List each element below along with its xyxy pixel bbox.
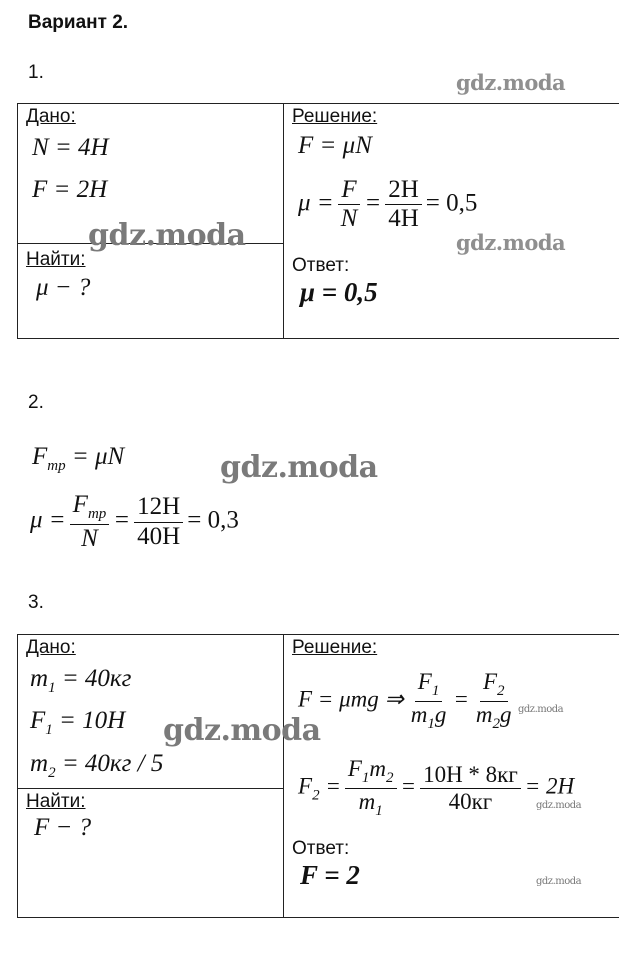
given-line: N = 4H — [32, 134, 109, 161]
find-value: μ − ? — [36, 274, 91, 301]
find-label: Найти: — [26, 249, 86, 270]
denominator: $m_2g$ — [475, 701, 512, 732]
numerator: F — [338, 177, 359, 205]
answer-label: Ответ: — [292, 255, 350, 276]
numerator: $F_{тр}$ — [70, 492, 110, 525]
solution-label: Решение: — [292, 637, 378, 658]
watermark: gdz.moda — [88, 218, 246, 253]
watermark: gdz.moda — [518, 704, 564, 715]
watermark: gdz.moda — [220, 450, 378, 485]
numerator: 12H — [134, 494, 183, 522]
denominator: $m_1g$ — [410, 701, 447, 732]
watermark: gdz.moda — [536, 800, 582, 811]
answer-label: Ответ: — [292, 838, 350, 859]
calculation: μ = $\frac{F_{тр}}{N}$ = $\frac{12H}{40H}$ = 0,3 — [30, 491, 239, 552]
watermark: gdz.moda — [163, 713, 321, 748]
numerator: 2H — [385, 177, 422, 205]
watermark: gdz.moda — [456, 230, 566, 255]
denominator: N — [81, 524, 98, 552]
formula: F = μmg ⇒ $\frac{F_1}{m_1g}$ = $\frac{F_2}{m_2g}$ — [298, 670, 519, 733]
problem-1-number: 1. — [28, 62, 44, 83]
formula: F = μN — [298, 132, 372, 159]
calc-result: = 0,3 — [187, 506, 239, 534]
denominator: $m_1$ — [358, 788, 383, 819]
denominator: N — [340, 205, 358, 233]
given-line: F = 2H — [32, 176, 108, 203]
answer-value: μ = 0,5 — [300, 277, 378, 307]
watermark: gdz.moda — [456, 70, 566, 95]
equals: = — [364, 189, 382, 217]
numerator: $F_2$ — [480, 670, 508, 702]
denominator: 40H — [137, 522, 181, 550]
solution-label: Решение: — [292, 106, 378, 127]
calc-result: = 0,5 — [425, 189, 478, 217]
numerator: $F_1$ — [415, 670, 443, 702]
denominator: 4H — [388, 205, 419, 233]
watermark: gdz.moda — [536, 876, 582, 887]
calc-result: = 2H — [524, 773, 575, 799]
given-label: Дано: — [26, 106, 76, 127]
denominator: 40кг — [448, 788, 493, 814]
given-line: $m_2 = 40кг / 5$ — [30, 750, 164, 781]
calculation: $F_2$ = $\frac{F_1m_2}{m_1}$ = $\frac{10H * 8кг}{40кг}$ = 2H — [298, 756, 575, 819]
formula: $F_{тр} = \mu N$ — [32, 443, 125, 474]
calculation — [298, 177, 477, 233]
calc-lhs: μ = — [298, 189, 334, 217]
problem-2-number: 2. — [28, 392, 44, 413]
numerator: 10H * 8кг — [420, 763, 521, 789]
given-label: Дано: — [26, 637, 76, 658]
find-value: F − ? — [34, 814, 92, 841]
given-line: $m_1 = 40кг$ — [30, 665, 132, 696]
problem-3-number: 3. — [28, 592, 44, 613]
find-label: Найти: — [26, 791, 86, 812]
given-line: $F_1 = 10H$ — [30, 707, 126, 738]
page-title: Вариант 2. — [28, 12, 129, 33]
numerator: $F_1m_2$ — [345, 757, 397, 789]
answer-value: F = 2 — [300, 860, 360, 890]
